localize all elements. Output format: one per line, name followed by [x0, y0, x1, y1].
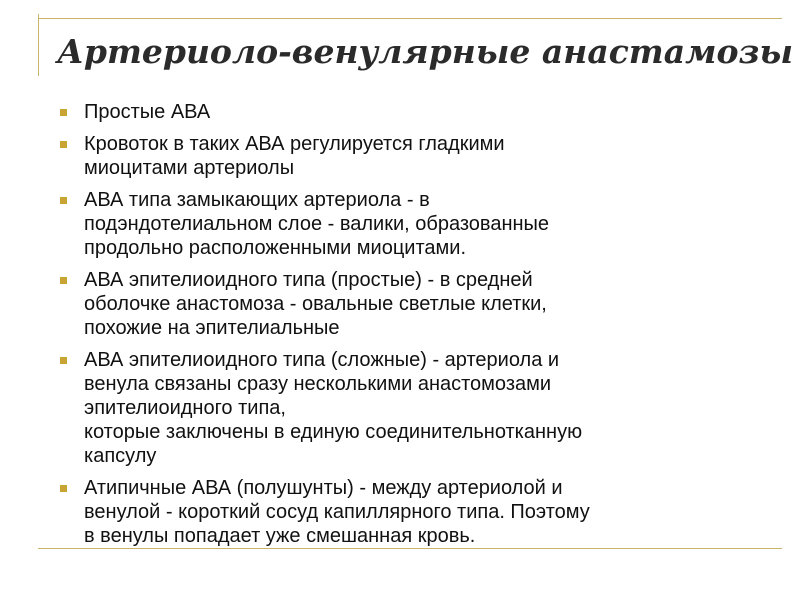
- list-item: [60, 100, 785, 124]
- list-item: [60, 268, 785, 340]
- bullet-text-line: Простые АВА: [84, 101, 211, 123]
- bullet-text-line: продольно расположенными миоцитами.: [84, 237, 467, 259]
- bullet-text-line: оболочке анастомоза - овальные светлые клетки,: [84, 293, 547, 315]
- bottom-rule: [38, 548, 782, 549]
- bullet-text-line: капсулу: [84, 445, 157, 467]
- list-item: [60, 348, 785, 468]
- square-bullet-icon: [60, 277, 67, 284]
- slide-title: Артериоло-венулярные анастамозы: [57, 32, 794, 71]
- list-item: [60, 132, 785, 180]
- title-top-rule: [38, 18, 782, 19]
- bullet-text-line: миоцитами артериолы: [84, 157, 295, 179]
- bullet-text-line: АВА типа замыкающих артериола - в: [84, 189, 430, 211]
- bullet-text-line: АВА эпителиоидного типа (простые) - в средней: [84, 269, 533, 291]
- list-item: [60, 476, 785, 548]
- bullet-text-line: венула связаны сразу несколькими анастомозами: [84, 373, 552, 395]
- bullet-text-line: Атипичные АВА (полушунты) - между артериолой и: [84, 477, 563, 499]
- bullet-list: [60, 100, 785, 556]
- square-bullet-icon: [60, 197, 67, 204]
- bullet-text-line: в венулы попадает уже смешанная кровь.: [84, 525, 476, 547]
- title-vertical-rule: [38, 14, 39, 76]
- bullet-text-line: венулой - короткий сосуд капиллярного типа. Поэтому: [84, 501, 590, 523]
- bullet-text-line: похожие на эпителиальные: [84, 317, 340, 339]
- square-bullet-icon: [60, 357, 67, 364]
- square-bullet-icon: [60, 485, 67, 492]
- bullet-text-line: которые заключены в единую соединительнотканную: [84, 421, 583, 443]
- square-bullet-icon: [60, 141, 67, 148]
- bullet-text-line: АВА эпителиоидного типа (сложные) - артериола и: [84, 349, 560, 371]
- bullet-text-line: эпителиоидного типа,: [84, 397, 286, 419]
- bullet-text-line: Кровоток в таких АВА регулируется гладкими: [84, 133, 505, 155]
- square-bullet-icon: [60, 109, 67, 116]
- bullet-text-line: подэндотелиальном слое - валики, образованные: [84, 213, 550, 235]
- list-item: [60, 188, 785, 260]
